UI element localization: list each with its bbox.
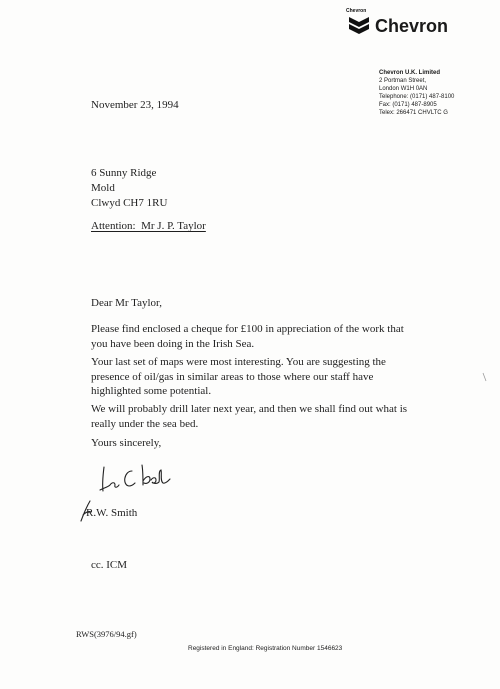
recipient-address (91, 166, 167, 211)
page-mark (481, 370, 489, 388)
chevron-emblem-icon (348, 10, 370, 38)
cc-line: cc. ICM (91, 559, 128, 571)
recipient-line: Mold (91, 182, 115, 194)
reference-code: RWS(3976/94.gf) (76, 629, 137, 639)
body-paragraph: Please find enclosed a cheque for £100 in appreciation of the work that you have been doing in the Irish Sea. (91, 323, 404, 350)
letter-date: November 23, 1994 (91, 99, 179, 111)
recipient-line: Clwyd CH7 1RU (91, 197, 168, 209)
recipient-line: 6 Sunny Ridge (91, 167, 157, 179)
logo-small-text: Chevron (346, 8, 367, 14)
body-paragraph: We will probably drill later next year, and then we shall find out what is really under the sea bed. (91, 403, 408, 430)
salutation: Dear Mr Taylor, (91, 297, 162, 309)
address-line: 2 Portman Street, (379, 78, 427, 84)
telex-line: Telex: 266471 CHVLTC G (379, 110, 448, 116)
company-address (379, 69, 499, 117)
address-line: London W1H 0AN (379, 86, 428, 92)
logo-wordmark: Chevron (375, 16, 449, 36)
body-paragraph: Your last set of maps were most interesting. You are suggesting the presence of oil/gas in similar areas to those where our staff have highlighted some potential. (91, 356, 386, 397)
fax-line: Fax: (0171) 487-8905 (379, 102, 437, 108)
attention-line: Attention: Mr J. P. Taylor (91, 220, 206, 232)
company-name: Chevron U.K. Limited (379, 70, 441, 76)
handwritten-signature (96, 457, 176, 502)
telephone-line: Telephone: (0171) 487-8100 (379, 94, 455, 100)
chevron-logo (348, 10, 448, 41)
closing: Yours sincerely, (91, 437, 162, 449)
signer-name: R.W. Smith (86, 507, 138, 519)
registration-footer: Registered in England: Registration Number 1546623 (188, 645, 343, 652)
